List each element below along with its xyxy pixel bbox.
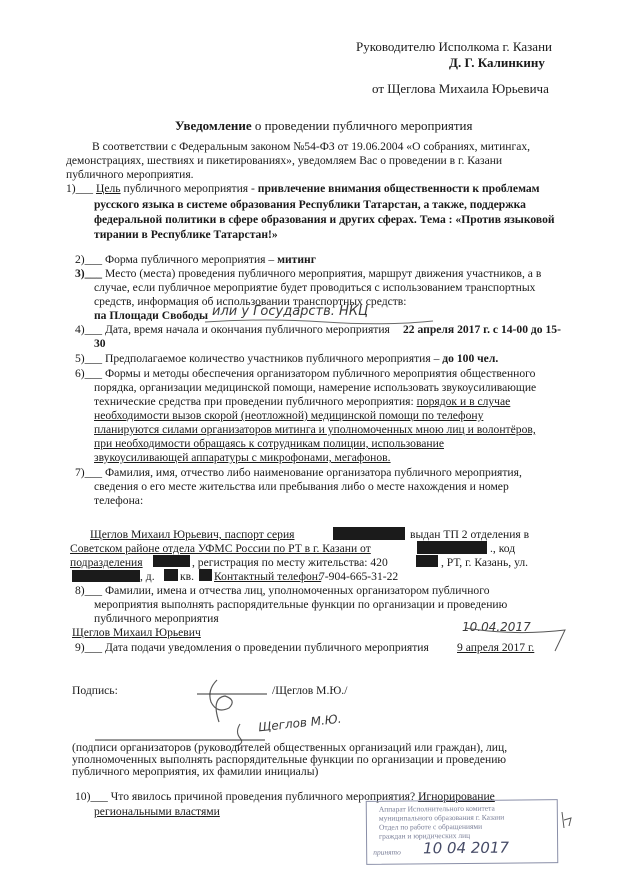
item-6-answer-4: звукоусиливающей аппаратуры с микрофонами, мегафонов.: [94, 451, 391, 464]
item-8-handwritten-date: 10.04.2017: [462, 620, 531, 634]
item-8-line-2: мероприятия выполнять распорядительные функции по организации и проведению: [94, 598, 508, 611]
organizers-note-2: уполномоченных выполнять распорядительные функции по организации и проведению: [72, 753, 507, 766]
signature-mark: [195, 672, 270, 727]
registration-stamp: [366, 799, 559, 865]
phone-label: Контактный телефон:: [214, 570, 322, 583]
stamp-accepted-label: принято: [373, 847, 401, 857]
signature-label: Подпись:: [72, 684, 118, 697]
item-2-value: митинг: [277, 253, 317, 266]
item-2-text: Форма публичного мероприятия –: [104, 253, 278, 266]
item-3-text-1: Место (места) проведения публичного мероприятия, маршрут движения участников, а в: [104, 267, 542, 280]
code-label: ., код: [490, 542, 516, 555]
item-1-number: 1)___: [66, 182, 94, 195]
item-1-goal: привлечение внимания общественности к проблемам: [257, 182, 540, 195]
stamp-line-4: граждан и юридических лиц: [378, 830, 471, 841]
redaction-apartment: [199, 569, 212, 581]
item-6-line-2: порядка, организации медицинской помощи, намерение использовать звукоусиливающие: [94, 381, 537, 394]
organizers-note-3: публичного мероприятия, их фамилии инициалы): [72, 765, 319, 778]
item-4-number: 4)___: [75, 323, 103, 336]
authorized-person: Щеглов Михаил Юрьевич: [72, 626, 201, 639]
item-8-number: 8)___: [75, 584, 103, 597]
passport-issuer: выдан ТП 2 отделения в: [410, 528, 530, 541]
item-1-heading: [66, 182, 540, 196]
registration-label: , регистрация по месту жительства: 420: [192, 556, 388, 569]
intro-line-1: В соответствии с Федеральным законом №54-ФЗ от 19.06.2004 «О собраниях, митингах,: [92, 140, 531, 153]
item-1-line-4: тирании в Республике Татарстан!»: [94, 228, 278, 241]
redaction-passport: [333, 527, 405, 540]
item-8-line-3: публичного мероприятия: [94, 612, 219, 625]
item-6-line-3: [94, 395, 510, 409]
item-8-text-1: Фамилии, имена и отчества лиц, уполномоченных организатором публичного: [104, 584, 490, 597]
item-3-line-2: случае, если публичное мероприятие будет проводиться с использованием транспортных: [94, 281, 536, 294]
item-4-value: 22 апреля 2017 г. с 14-00 до 15-: [403, 323, 561, 336]
item-10-number: 10)___: [75, 790, 108, 803]
sender-line: от Щеглова Михаила Юрьевича: [372, 81, 549, 96]
redaction-house: [164, 569, 178, 581]
city-label: , РТ, г. Казань, ул.: [441, 556, 529, 569]
item-6-answer-3: при необходимости обращаясь к сотрудникам полиции, использование: [94, 437, 444, 450]
stamp-mark: [559, 810, 575, 832]
item-3-handwritten-note: или у Государств. НКЦ: [212, 304, 369, 319]
redaction-date: [417, 541, 487, 554]
item-1-line-3: федеральной политики в сфере образования и других сферах. Тема : «Против языковой: [94, 213, 555, 226]
item-9-number: 9)___: [75, 641, 103, 654]
stamp-line-3: Отдел по работе с обращениями: [378, 821, 483, 832]
item-6-answer-2: планируются силами организаторов митинга и уполномоченных мною лиц и волонтёров,: [94, 423, 536, 436]
item-2-number: 2)___: [75, 253, 103, 266]
item-3-line-3: средств, информация об использовании транспортных средств:: [94, 295, 407, 308]
item-9-text: Дата подачи уведомления о проведении публичного мероприятия: [104, 641, 429, 654]
issuer-line: Советском районе отдела УФМС России по РТ в г. Казани от: [70, 542, 371, 555]
signature-name: /Щеглов М.Ю./: [272, 684, 348, 697]
item-3-line-1: [75, 267, 541, 281]
item-2: [75, 253, 316, 267]
phone-value: 7-904-665-31-22: [319, 570, 399, 583]
organizer-handwritten-name: Щеглов М.Ю.: [257, 711, 343, 735]
item-5-number: 5)___: [75, 352, 103, 365]
addressee-line: Руководителю Исполкома г. Казани: [356, 39, 552, 54]
item-7-line-2: сведения о его месте жительства или пребывания либо о месте нахождения и номер: [94, 480, 509, 493]
stamp-handwritten-date: 10 04 2017: [423, 838, 510, 858]
title-bold: Уведомление: [175, 118, 252, 133]
item-8-line-1: [75, 584, 490, 598]
item-7-number: 7)___: [75, 466, 103, 479]
redaction-street: [72, 570, 140, 582]
item-4-text: Дата, время начала и окончания публичного мероприятия: [104, 323, 390, 336]
item-3-place: па Площади Свободы: [94, 309, 209, 322]
title-rest: о проведении публичного мероприятия: [254, 118, 473, 133]
item-6-answer-1: необходимости вызов скорой (неотложной) медицинской помощи по телефону: [94, 409, 484, 422]
item-4-value-cont: 30: [94, 337, 106, 350]
subdivision-label: подразделения: [70, 556, 143, 569]
document-title: [175, 118, 473, 133]
item-10-text: Что явилось причиной проведения публичного мероприятия?: [110, 790, 419, 803]
item-3-number: 3)___: [75, 267, 103, 280]
addressee-name: Д. Г. Калинкину: [449, 55, 545, 70]
item-6-answer-start: порядок и в случае: [416, 395, 511, 408]
item-6-line-1: [75, 367, 535, 381]
item-4: [75, 323, 390, 337]
apartment-label: кв.: [180, 570, 195, 583]
item-5-text: Предполагаемое количество участников публичного мероприятия –: [104, 352, 443, 365]
item-1-label: Цель: [95, 182, 121, 195]
item-5: [75, 352, 498, 366]
item-6-text-1: Формы и методы обеспечения организатором публичного мероприятия общественного: [104, 367, 536, 380]
item-6-number: 6)___: [75, 367, 103, 380]
stamp-line-2: муниципального образования г. Казани: [378, 812, 505, 823]
intro-line-2: демонстрациях, шествиях и пикетированиях», уведомляем Вас о проведении в г. Казани: [66, 154, 503, 167]
item-9: [75, 641, 429, 655]
organizer-name: Щеглов Михаил Юрьевич, паспорт серия: [90, 528, 295, 541]
stamp-line-1: Аппарат Исполнительного комитета: [378, 803, 495, 814]
item-6-lead: технические средства при проведении публичного мероприятия:: [94, 395, 417, 408]
item-7-line-3: телефона:: [94, 494, 144, 507]
item-1-lead: публичного мероприятия -: [120, 182, 258, 195]
item-9-value: 9 апреля 2017 г.: [457, 641, 535, 654]
item-7-line-1: [75, 466, 522, 480]
item-7-text-1: Фамилия, имя, отчество либо наименование организатора публичного мероприятия,: [104, 466, 522, 479]
redaction-code: [153, 555, 190, 567]
item-1-line-2: русского языка в системе образования Республики Татарстан, а также, поддержка: [94, 198, 526, 211]
item-10-answer-cont: региональными властями: [94, 805, 220, 818]
item-5-value: до 100 чел.: [442, 352, 499, 365]
house-label: , д.: [140, 570, 155, 583]
organizers-note-1: (подписи организаторов (руководителей общественных организаций или граждан), лиц,: [72, 741, 508, 754]
intro-line-3: публичного мероприятия.: [66, 168, 194, 181]
item-10-answer: Игнорирование: [418, 790, 495, 803]
redaction-zip: [416, 555, 438, 567]
